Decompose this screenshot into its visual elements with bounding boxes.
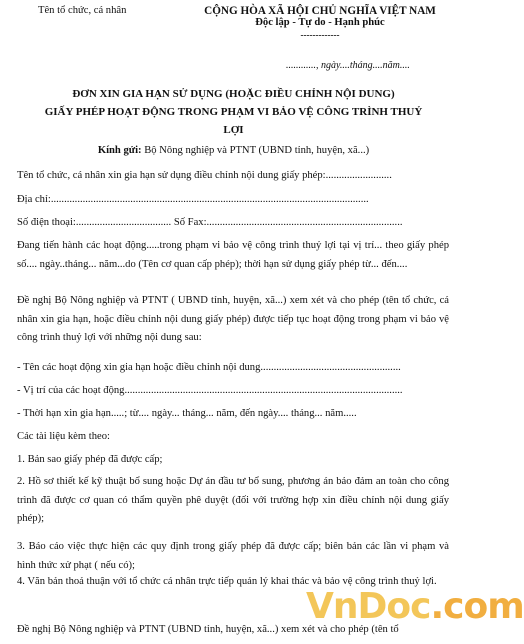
attachment-item-1: 1. Bản sao giấy phép đã được cấp; [17,454,163,465]
field-phone-fax: Số điện thoại:.................................... Số Fax:.......................................................................... [17,217,403,228]
document-title-line1: ĐƠN XIN GIA HẠN SỬ DỤNG (HOẶC ĐIỀU CHỈNH NỘI DUNG) [72,88,395,100]
watermark-tld: .com [430,586,524,627]
date-line: ............, ngày....tháng....năm.... [286,60,410,71]
list-item-activity-name: - Tên các hoạt động xin gia hạn hoặc điều chỉnh nội dung..................................................... [17,362,401,373]
list-item-extension-period: - Thời hạn xin gia hạn.....; từ.... ngày... tháng... năm, đến ngày.... tháng... năm..... [17,408,357,419]
watermark-brand: VnDoc [306,586,431,627]
list-item-activity-location: - Vị trí của các hoạt động......................................................................................................... [17,385,403,396]
document-title-line2: GIẤY PHÉP HOẠT ĐỘNG TRONG PHẠM VI BẢO VỆ CÔNG TRÌNH THUỶ LỢI [44,106,423,136]
paragraph-current-activity: Đang tiến hành các hoạt động.....trong phạm vi bảo vệ công trình thuỷ lợi tại vị trí... theo giấy phép số.... ngày..tháng... năm...do (Tên cơ quan cấp phép); thời hạn sử dụng giấy phép từ... đến.... [17,240,449,270]
national-title: CỘNG HÒA XÃ HỘI CHỦ NGHĨA VIỆT NAM [204,5,436,17]
paragraph-request: Đề nghị Bộ Nông nghiệp và PTNT ( UBND tỉnh, huyện, xã...) xem xét và cho phép (tên tổ chức, cá nhân xin gia hạn, hoặc điều chỉnh nội dung giấy phép) được tiếp tục hoạt động trong phạm vi bảo vệ công trình thuỷ lợi với những nội dung sau: [17,295,449,343]
addressee-text: Bộ Nông nghiệp và PTNT (UBND tỉnh, huyện, xã...) [141,145,370,156]
addressee-label: Kính gửi: [97,145,142,156]
attachments-label: Các tài liệu kèm theo: [17,431,110,442]
national-motto: Độc lập - Tự do - Hạnh phúc [255,17,385,28]
field-address: Địa chỉ:........................................................................................................................ [17,194,369,205]
motto-divider: ------------- [300,30,340,40]
attachment-item-4: 4. Văn bản thoả thuận với tổ chức cá nhân trực tiếp quản lý khai thác và bảo vệ công trình thuỷ lợi. [17,576,437,587]
vndoc-watermark-logo [306,585,524,629]
attachment-item-2: 2. Hồ sơ thiết kế kỹ thuật bổ sung hoặc Dự án đầu tư bổ sung, phương án bảo đảm an toàn cho công trình đã được cơ quan có thẩm quyền phê duyệt (đối với trường hợp xin điều chỉnh nội dung giấy phép); [17,476,449,524]
organization-label: Tên tổ chức, cá nhân [38,5,127,16]
field-organization-name: Tên tổ chức, cá nhân xin gia hạn sử dụng điều chỉnh nội dung giấy phép:......................... [17,170,392,181]
paragraph-final-request: Đề nghị Bộ Nông nghiệp và PTNT (UBND tỉnh, huyện, xã...) xem xét và cho phép (tên tổ [17,624,399,635]
attachment-item-3: 3. Báo cáo việc thực hiện các quy định trong giấy phép đã được cấp; biên bản các lần vi phạm và hình thức xử phạt ( nếu có); [17,541,449,571]
addressee [10,145,457,157]
